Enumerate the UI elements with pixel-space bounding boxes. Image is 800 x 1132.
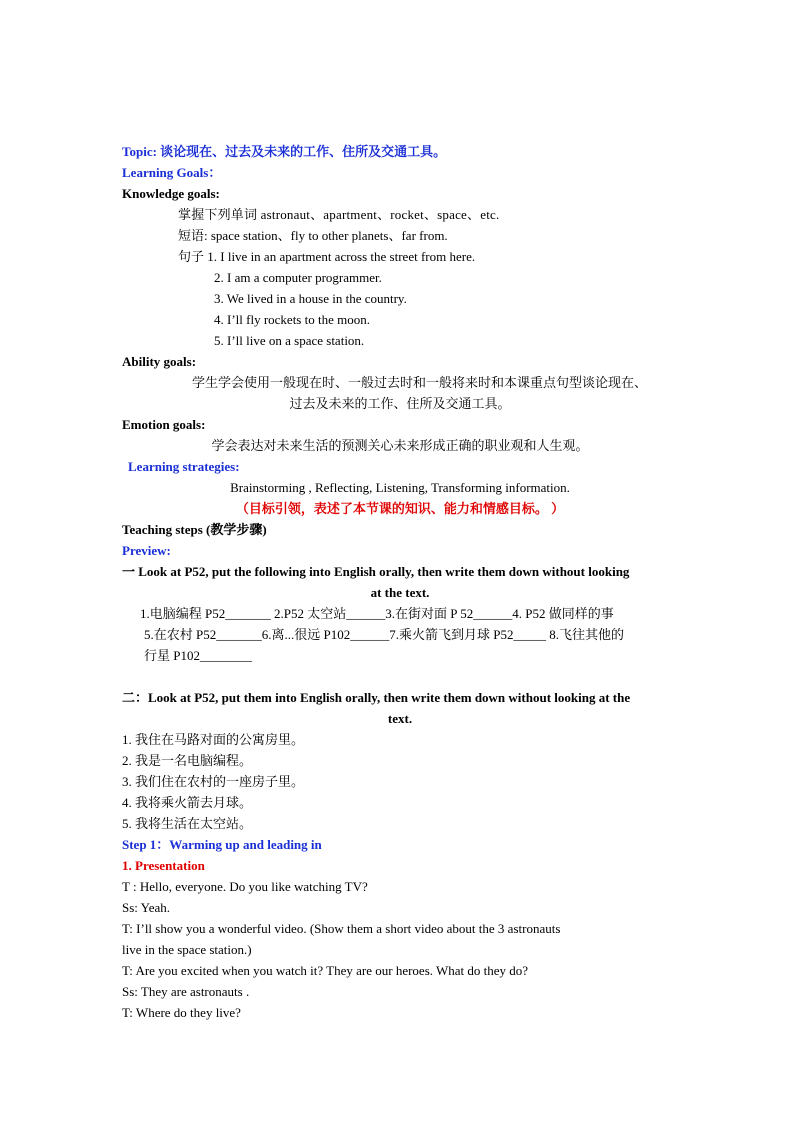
preview-part1-row-3: 行星 P102________ (144, 648, 252, 663)
knowledge-sentence-3: 3. We lived in a house in the country. (214, 291, 407, 306)
preview-part1-title-2: at the text. (370, 585, 430, 600)
preview-part2-item: 3. 我们住在农村的一座房子里。 (122, 774, 305, 789)
preview-heading: Preview: (122, 543, 171, 558)
teaching-steps-heading: Teaching steps (教学步骤) (122, 522, 267, 537)
learning-strategies-heading: Learning strategies: (128, 459, 240, 474)
preview-part1-title-1: 一 Look at P52, put the following into English orally, then write them down without looking (122, 564, 630, 579)
dialogue-line: Ss: They are astronauts . (122, 984, 250, 999)
knowledge-sentence-2: 2. I am a computer programmer. (214, 270, 382, 285)
preview-part2-item: 4. 我将乘火箭去月球。 (122, 795, 253, 810)
topic-label: Topic: (122, 144, 157, 159)
dialogue-line: T: I’ll show you a wonderful video. (Show them a short video about the 3 astronauts (122, 921, 561, 936)
knowledge-sentence-1: 句子 1. I live in an apartment across the street from here. (178, 249, 476, 264)
topic-text: 谈论现在、过去及未来的工作、住所及交通工具。 (160, 144, 447, 159)
presentation-heading: 1. Presentation (122, 858, 205, 873)
preview-part2-item: 1. 我住在马路对面的公寓房里。 (122, 732, 305, 747)
dialogue-line: Ss: Yeah. (122, 900, 171, 915)
preview-part1-row-1: 1.电脑编程 P52_______ 2.P52 太空站______3.在街对面 P 52______4. P52 做同样的事 (140, 606, 614, 621)
knowledge-sentence-4: 4. I’ll fly rockets to the moon. (214, 312, 370, 327)
knowledge-goals-heading: Knowledge goals: (122, 186, 220, 201)
topic-line (122, 141, 678, 162)
preview-part1-row-2: 5.在农村 P52_______6.离...很远 P102______7.乘火箭飞到月球 P52_____ 8.飞往其他的 (144, 627, 624, 642)
ability-goals-heading: Ability goals: (122, 354, 197, 369)
dialogue-line: live in the space station.) (122, 942, 252, 957)
step1-heading: Step 1：Warming up and leading in (122, 837, 322, 852)
dialogue-line: T : Hello, everyone. Do you like watching TV? (122, 879, 368, 894)
preview-part2-item: 2. 我是一名电脑编程。 (122, 753, 253, 768)
ability-goals-line-1: 学生学会使用一般现在时、一般过去时和一般将来时和本课重点句型谈论现在、 (192, 375, 648, 390)
preview-part2-title-2: text. (387, 711, 413, 726)
emotion-goals-text: 学会表达对未来生活的预测关心未来形成正确的职业观和人生观。 (211, 438, 589, 453)
learning-goals-heading: Learning Goals： (122, 165, 222, 180)
preview-part2-title-1: 二：Look at P52, put them into English orally, then write them down without looking at the (122, 690, 631, 705)
dialogue-line: T: Where do they live? (122, 1005, 241, 1020)
knowledge-words: 掌握下列单词 astronaut、apartment、rocket、space、etc. (178, 207, 500, 222)
knowledge-sentence-5: 5. I’ll live on a space station. (214, 333, 365, 348)
objective-note: （目标引领，表述了本节课的知识、能力和情感目标。 ） (235, 501, 565, 516)
ability-goals-line-2: 过去及未来的工作、住所及交通工具。 (289, 396, 511, 411)
dialogue-line: T: Are you excited when you watch it? They are our heroes. What do they do? (122, 963, 529, 978)
spacer (122, 666, 678, 687)
emotion-goals-heading: Emotion goals: (122, 417, 206, 432)
document-page (122, 141, 678, 1023)
knowledge-phrases: 短语: space station、fly to other planets、far from. (178, 228, 448, 243)
learning-strategies-text: Brainstorming , Reflecting, Listening, Transforming information. (230, 480, 570, 495)
preview-part2-item: 5. 我将生活在太空站。 (122, 816, 253, 831)
